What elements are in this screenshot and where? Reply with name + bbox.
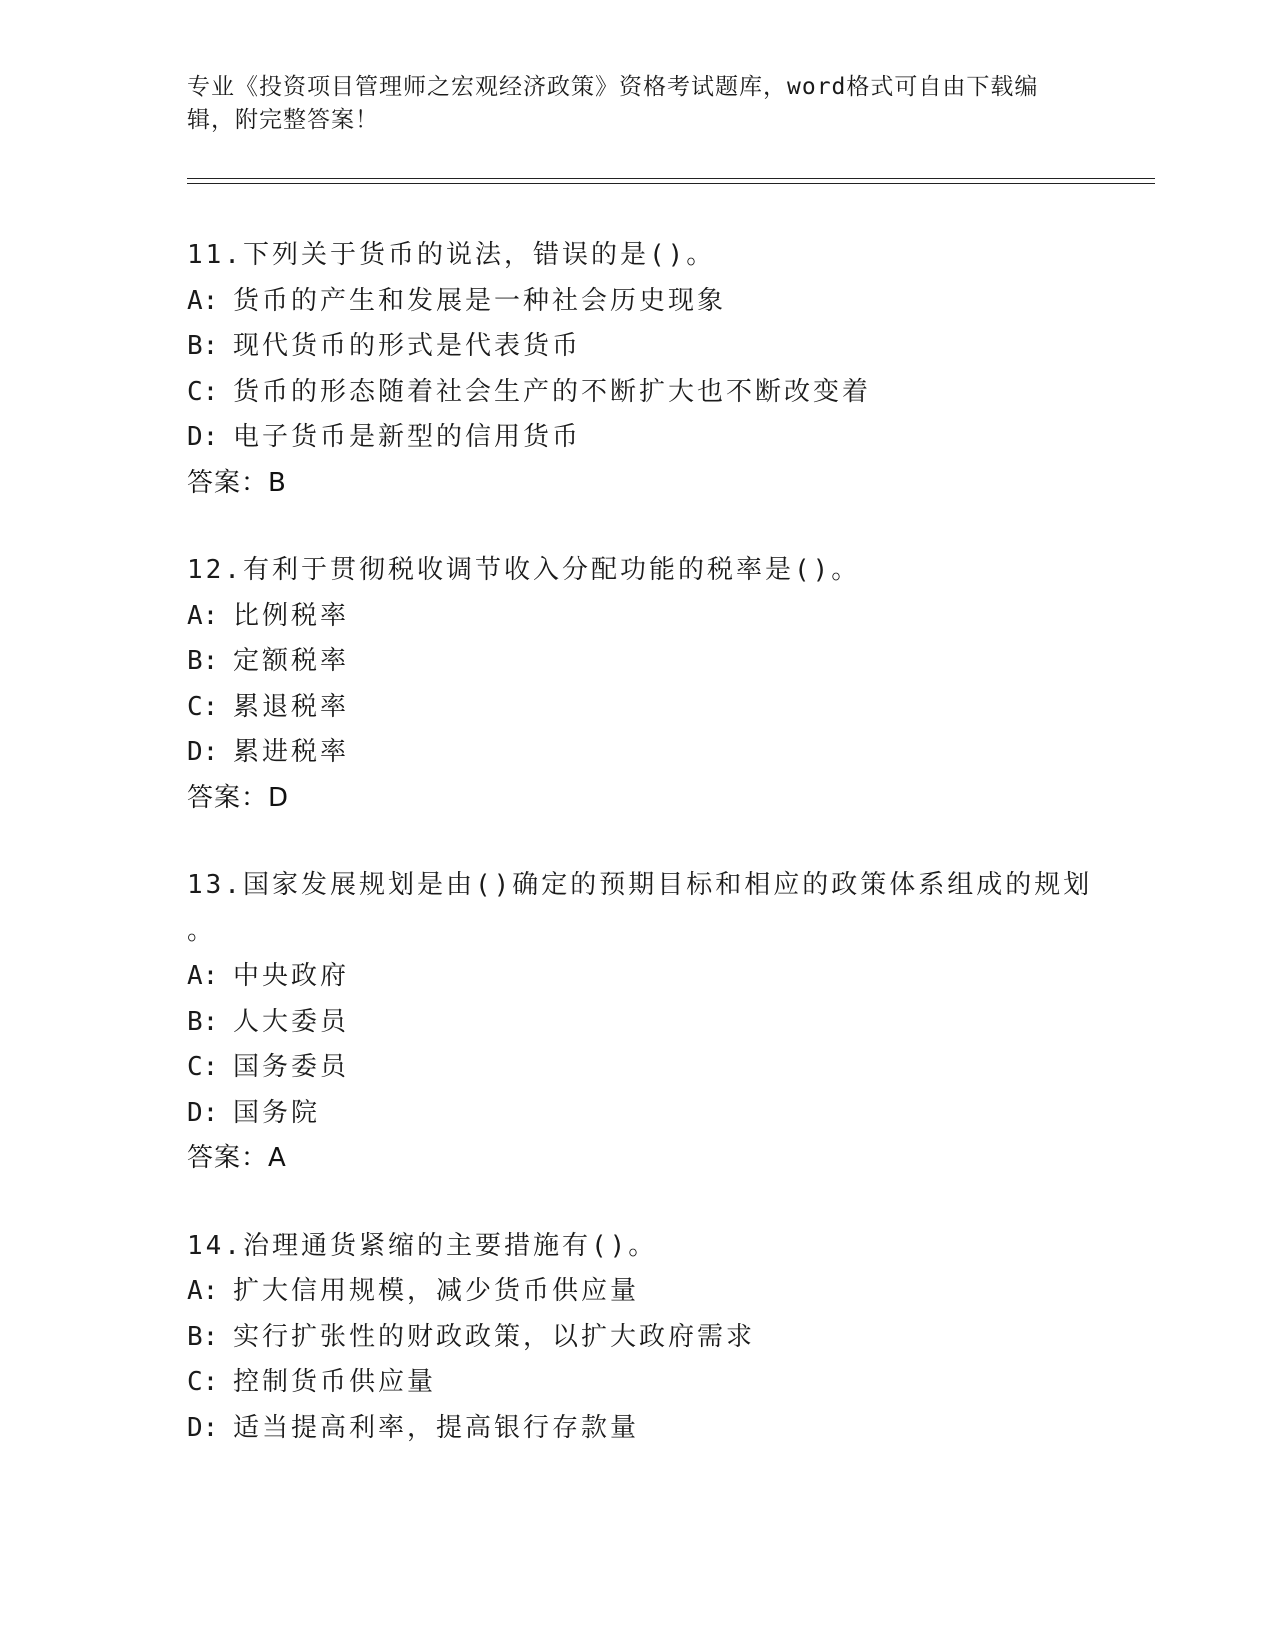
option-text: 累退税率 [233,691,350,722]
header-divider-bottom [187,183,1155,184]
option-text: 比例税率 [233,600,350,631]
option-text: 电子货币是新型的信用货币 [233,422,582,452]
option-letter: A: [187,285,219,316]
option-letter: D: [187,422,219,452]
option-text: 中央政府 [233,961,350,991]
question-block [187,233,1087,506]
question-stem: 14.治理通货紧缩的主要措施有()。 [187,1230,658,1261]
option-d [187,1091,1087,1137]
document-header [187,71,1067,137]
option-text: 国务委员 [233,1052,350,1082]
option-letter: C: [187,691,219,722]
question-stem-continuation: 。 [187,915,217,946]
option-letter: C: [187,1052,219,1082]
option-b [187,639,1087,685]
header-divider-top [187,178,1155,179]
option-c [187,685,1087,731]
option-b [187,1000,1087,1046]
question-stem: 13.国家发展规划是由()确定的预期目标和相应的政策体系组成的规划 [187,870,1093,900]
question-block [187,548,1087,821]
option-letter: C: [187,1367,219,1397]
option-letter: B: [187,1006,219,1037]
option-text: 适当提高利率，提高银行存款量 [233,1412,640,1443]
option-d [187,1406,1087,1452]
question-list [187,233,1093,1493]
answer-line: 答案：A [187,1143,287,1173]
answer-line: 答案：D [187,782,290,813]
option-c [187,370,1087,416]
question-stem: 11.下列关于货币的说法，错误的是()。 [187,240,716,270]
question-stem: 12.有利于贯彻税收调节收入分配功能的税率是()。 [187,555,861,585]
option-text: 扩大信用规模，减少货币供应量 [233,1276,640,1306]
option-letter: D: [187,1097,219,1128]
option-letter: C: [187,376,219,407]
option-a [187,954,1087,1000]
header-line-2: 辑，附完整答案！ [187,107,379,133]
option-text: 人大委员 [233,1006,350,1037]
option-letter: D: [187,737,219,767]
option-a [187,594,1087,640]
option-letter: B: [187,1321,219,1352]
question-block [187,863,1093,1182]
question-block [187,1224,1087,1452]
option-letter: D: [187,1412,219,1443]
option-letter: B: [187,646,219,676]
option-b [187,324,1087,370]
option-b [187,1315,1087,1361]
option-d [187,415,1087,461]
option-text: 控制货币供应量 [233,1367,437,1397]
option-text: 实行扩张性的财政政策，以扩大政府需求 [233,1321,756,1352]
option-text: 货币的产生和发展是一种社会历史现象 [233,285,727,316]
option-letter: A: [187,961,219,991]
option-text: 累进税率 [233,737,350,767]
option-c [187,1360,1087,1406]
option-text: 定额税率 [233,646,350,676]
option-d [187,730,1087,776]
option-letter: B: [187,331,219,361]
option-letter: A: [187,600,219,631]
option-text: 货币的形态随着社会生产的不断扩大也不断改变着 [233,376,872,407]
answer-line: 答案：B [187,467,287,498]
option-letter: A: [187,1276,219,1306]
option-text: 现代货币的形式是代表货币 [233,331,582,361]
header-line-1: 专业《投资项目管理师之宏观经济政策》资格考试题库，word格式可自由下载编 [187,74,1039,100]
option-text: 国务院 [233,1097,321,1128]
option-a [187,1269,1087,1315]
option-c [187,1045,1087,1091]
option-a [187,279,1087,325]
